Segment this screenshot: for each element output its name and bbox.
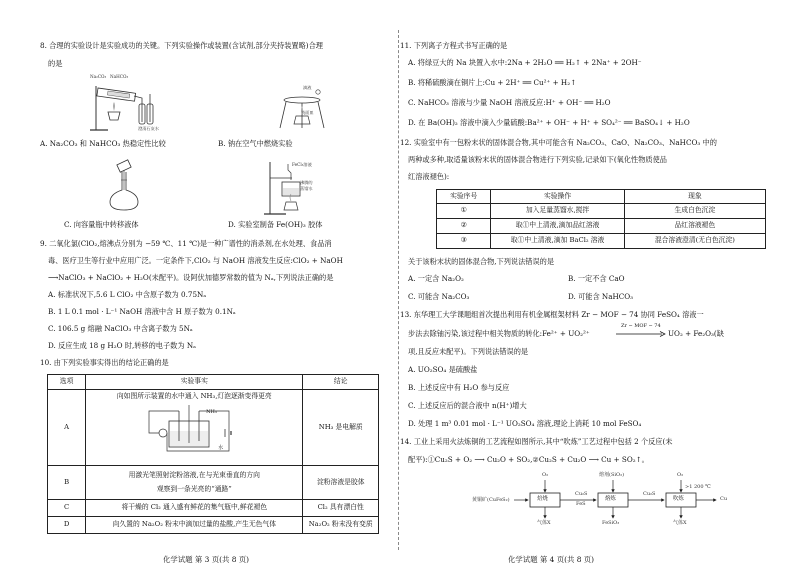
right-column xyxy=(400,0,800,579)
q11-option-d: D. 在 Ba(OH)₂ 溶液中滴入少量硫酸:Ba²⁺ + OH⁻ + H⁺ + SO₄²⁻ ══ BaSO₄↓ + H₂O xyxy=(408,118,690,127)
q8-figure-b-apparatus xyxy=(272,86,332,130)
q12-row-1-phenomenon: 生成白色沉淀 xyxy=(624,204,765,219)
page-footer-right: 化学试题 第 4 页(共 8 页) xyxy=(508,555,595,564)
q8-figure-a-apparatus xyxy=(88,74,168,132)
q12-header-no: 实验序号 xyxy=(437,190,491,204)
q8-figure-b-label1: 滴液 xyxy=(303,85,312,90)
q8-option-a: A. Na₂CO₃ 和 NaHCO₃ 热稳定性比较 xyxy=(40,139,166,148)
q8-figure-c-apparatus xyxy=(104,160,144,212)
q12-stem-line1: 12. 实验室中有一包粉末状的固体混合物,其中可能含有 Na₂CO₃、CaO、Na₂CO₃、NaHCO₃ 中的 xyxy=(400,138,717,147)
q12-row-2-phenomenon: 品红溶液褪色 xyxy=(624,219,765,234)
q14-flow-flux: 熔剂(SiO₂) xyxy=(599,472,625,478)
q12-row-2 xyxy=(437,219,766,234)
q10-row-d-fact: 向久置的 Na₂O₂ 粉末中滴加过量的盐酸,产生无色气体 xyxy=(86,517,303,534)
q12-table xyxy=(436,189,766,249)
q8-option-c: C. 向容量瓶中转移液体 xyxy=(64,220,139,229)
q10-row-c-fact: 将干燥的 Cl₂ 通入盛有鲜花的集气瓶中,鲜花褪色 xyxy=(86,500,303,517)
left-column xyxy=(0,0,398,579)
q10-row-d-option: D xyxy=(48,517,86,534)
q14-flow-temperature: >1 200 ℃ xyxy=(685,484,711,490)
q12-post-stem: 关于该粉末状的固体混合物,下列说法错误的是 xyxy=(408,257,555,266)
q8-figure-d-label2: 沸腾的 xyxy=(300,180,313,185)
q10-row-b-option: B xyxy=(48,466,86,500)
q14-stem-line1: 14. 工业上采用火法炼铜的工艺流程如图所示,其中“吹炼”工艺过程中包括 2 个反应(未 xyxy=(400,437,673,446)
q8-figure-a-label1: Na₂CO₃ xyxy=(90,74,107,79)
q12-stem-line2: 两种或多种,取适量该粉末状的固体混合物进行下列实验,记录如下(氧化性物质使品 xyxy=(408,155,667,164)
q8-figure-d-label1: FeCl₃溶液 xyxy=(292,162,312,167)
q11-option-c: C. NaHCO₃ 溶液与少量 NaOH 溶液反应:H⁺ + OH⁻ ══ H₂O xyxy=(408,98,611,107)
q10-header-option: 选项 xyxy=(48,375,86,390)
q13-option-c: C. 上述反应后的混合液中 n(H⁺)增大 xyxy=(408,401,527,410)
q9-option-a: A. 标准状况下,5.6 L ClO₂ 中含原子数为 0.75Nₐ xyxy=(48,290,207,299)
q12-row-3 xyxy=(437,234,766,249)
q14-flow-box-smelt: 熔炼 xyxy=(605,496,616,502)
q11-option-b: B. 将稀硫酸滴在铜片上:Cu + 2H⁺ ══ Cu²⁺ + H₂↑ xyxy=(408,78,577,87)
q14-flow-gas-x-b: 气体X xyxy=(673,520,687,526)
q8-figure-d-label3: 蒸馏水 xyxy=(300,186,313,191)
q13-stem-line2a: 步法去除铀污染,该过程中相关物质的转化:Fe²⁺ + UO₂²⁺ xyxy=(408,329,590,338)
q12-row-3-no: ③ xyxy=(437,234,491,249)
q9-stem-line3: ⟶NaClO₃ + NaClO₂ + H₂O(未配平)。设阿伏加德罗常数的值为 Nₐ,下列说法正确的是 xyxy=(48,273,334,282)
q10-row-c-conclusion: Cl₂ 具有漂白性 xyxy=(303,500,379,517)
q10-table xyxy=(47,374,379,534)
q11-stem: 11. 下列离子方程式书写正确的是 xyxy=(400,41,508,50)
q14-flow-ore: 黄铜矿(CuFeS₂) xyxy=(472,497,510,503)
q8-figure-b-label2: 表面皿 xyxy=(301,110,314,115)
q12-option-a: A. 一定含 Na₂O₂ xyxy=(408,274,464,283)
q13-stem-line1: 13. 东华理工大学课题组首次提出利用有机金属框架材料 Zr − MOF − 74 协同 FeSO₄ 溶液一 xyxy=(400,310,704,319)
q10-row-a-fact-text: 向如图所示装置的水中通入 NH₃,灯泡逐渐变得更亮 xyxy=(116,392,272,400)
q8-figure-a-label2: NaHCO₃ xyxy=(110,74,129,79)
q10-header-conclusion: 结论 xyxy=(303,375,379,390)
q9-option-d: D. 反应生成 18 g H₂O 时,转移的电子数为 Nₐ xyxy=(48,341,196,350)
q14-flow-slag: FeSiO₃ xyxy=(602,520,620,526)
q12-header-phenomenon: 现象 xyxy=(624,190,765,204)
q14-flow-cu2s-a: Cu₂S xyxy=(575,491,588,497)
q10-row-b-fact-line1: 用激光笔照射淀粉溶液,在与光束垂直的方向 xyxy=(128,470,260,479)
q12-row-1-no: ① xyxy=(437,204,491,219)
q13-arrow-condition: Zr − MOF − 74 xyxy=(621,323,661,329)
q8-option-b: B. 钠在空气中燃烧实验 xyxy=(218,139,293,148)
q10-row-c xyxy=(48,500,379,517)
q12-row-1-operation: 加入足量蒸馏水,搅拌 xyxy=(491,204,624,219)
q10-row-d xyxy=(48,517,379,534)
q9-option-c: C. 106.5 g 熔融 NaClO₃ 中含离子数为 5Nₐ xyxy=(48,324,193,333)
q10-header-fact: 实验事实 xyxy=(86,375,303,390)
q14-flow-box-blow: 吹炼 xyxy=(673,496,684,502)
q11-option-a: A. 将绿豆大的 Na 块置入水中:2Na + 2H₂O ══ H₂↑ + 2Na⁺ + 2OH⁻ xyxy=(408,58,642,67)
q14-stem-line2: 配平):①Cu₂S + O₂ ⟶ Cu₂O + SO₂,②Cu₂S + Cu₂O ⟶ Cu + SO₂↑。 xyxy=(408,455,649,464)
q10-row-a-conclusion: NH₃ 是电解质 xyxy=(303,390,379,466)
q9-stem-line1: 9. 二氧化氯(ClO₂,熔沸点分别为 −59 ℃、11 ℃)是一种广谱性的消杀剂,在水处理、食品消 xyxy=(40,239,332,248)
q10-row-a-fig-label-water: 水 xyxy=(218,445,224,451)
q12-row-2-no: ② xyxy=(437,219,491,234)
q10-row-b xyxy=(48,466,379,500)
q10-row-a-fig-label-nh3: NH₃ xyxy=(206,409,217,415)
q12-row-2-operation: 取①中上清液,滴加品红溶液 xyxy=(491,219,624,234)
q10-row-a-option: A xyxy=(48,390,86,466)
q14-flow-box-roast: 焙烧 xyxy=(537,496,548,502)
q10-row-a-circuit-figure xyxy=(139,403,249,455)
q13-option-d: D. 处理 1 m³ 0.01 mol · L⁻¹ UO₂SO₄ 溶液,理论上消耗 10 mol FeSO₄ xyxy=(408,419,642,428)
q13-stem-line2b: UO₂ + Fe₂O₃(缺 xyxy=(668,329,724,338)
q9-stem-line2: 毒、医疗卫生等行业中应用广泛。一定条件下,ClO₂ 与 NaOH 溶液发生反应:ClO₂ + NaOH xyxy=(48,256,343,265)
q10-row-c-option: C xyxy=(48,500,86,517)
q14-flow-o2-b: O₂ xyxy=(677,472,684,478)
q8-stem-line2: 的是 xyxy=(48,59,63,68)
q10-row-b-conclusion: 淀粉溶液是胶体 xyxy=(303,466,379,500)
q10-row-b-fact-line2: 观察到一条光亮的“通路” xyxy=(156,484,232,493)
q12-row-3-phenomenon: 混合溶液澄清(无白色沉淀) xyxy=(624,234,765,249)
q12-row-3-operation: 取①中上清液,滴加 BaCl₂ 溶液 xyxy=(491,234,624,249)
q8-stem-line1: 8. 合理的实验设计是实验成功的关键。下列实验操作或装置(含试剂,部分夹持装置略)合理 xyxy=(40,41,323,50)
q12-option-c: C. 可能含 Na₂CO₃ xyxy=(408,292,470,301)
q14-flow-cu2s-b: Cu₂S xyxy=(643,491,656,497)
q14-flow-fes: FeS xyxy=(576,501,586,507)
q10-stem: 10. 由下列实验事实得出的结论正确的是 xyxy=(40,358,169,367)
q12-header-operation: 实验操作 xyxy=(491,190,624,204)
q12-stem-line3: 红溶液褪色): xyxy=(408,172,450,181)
q10-row-a-fact xyxy=(86,390,303,466)
q14-flow-o2-a: O₂ xyxy=(542,472,549,478)
q13-option-a: A. UO₂SO₄ 是硫酸盐 xyxy=(408,365,478,374)
q13-stem-line3: 项,且反应未配平)。下列说法错误的是 xyxy=(408,347,529,356)
q10-row-d-conclusion: Na₂O₂ 粉末没有变质 xyxy=(303,517,379,534)
q8-option-d: D. 实验室制备 Fe(OH)₃ 胶体 xyxy=(228,220,323,229)
q12-option-b: B. 一定不含 CaO xyxy=(568,274,625,283)
page-footer-left: 化学试题 第 3 页(共 8 页) xyxy=(163,555,250,564)
q10-row-b-fact xyxy=(86,466,303,500)
q10-row-a xyxy=(48,390,379,466)
q9-option-b: B. 1 L 0.1 mol · L⁻¹ NaOH 溶液中含 H 原子数为 0.1Nₐ xyxy=(48,307,236,316)
q12-option-d: D. 可能含 NaHCO₃ xyxy=(568,292,634,301)
q8-figure-a-label3: 澄清石灰水 xyxy=(138,126,159,131)
q14-flow-cu: Cu xyxy=(720,496,728,502)
q13-option-b: B. 上述反应中有 H₂O 参与反应 xyxy=(408,383,510,392)
q14-flow-gas-x-a: 气体X xyxy=(537,520,551,526)
q12-row-1 xyxy=(437,204,766,219)
q13-reaction-arrow xyxy=(616,331,666,337)
